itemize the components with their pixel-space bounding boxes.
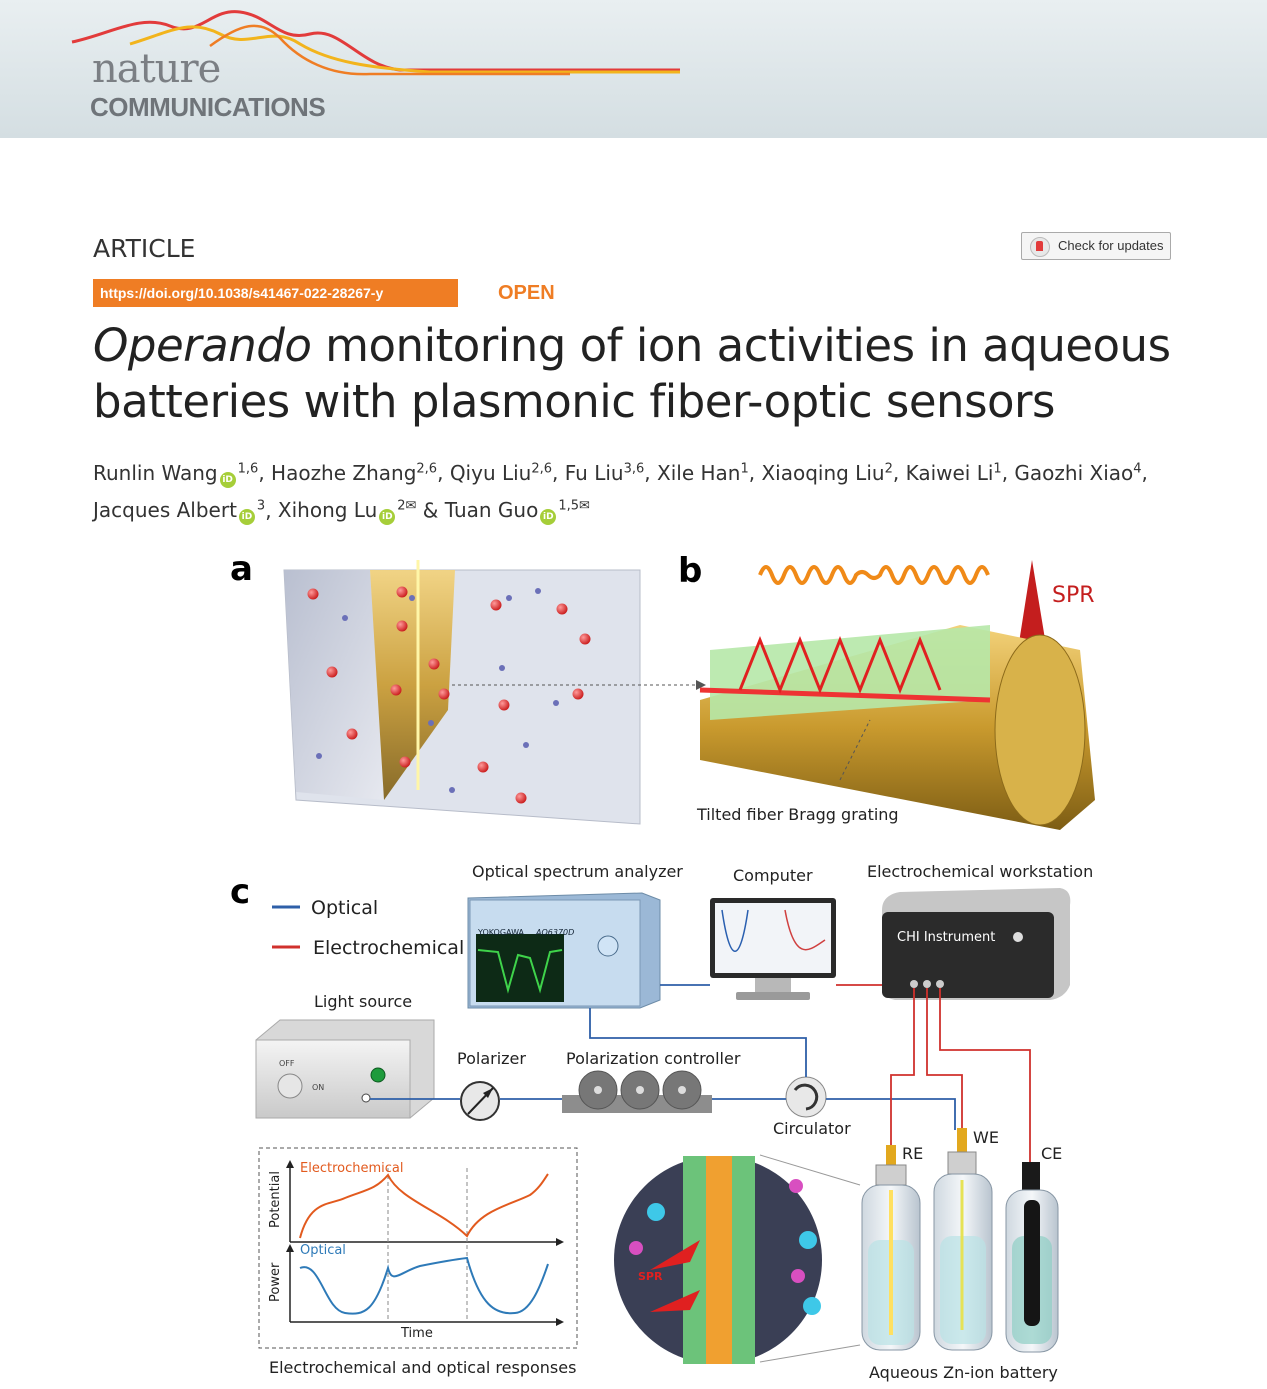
- electrochemical-curve: [300, 1174, 548, 1238]
- osa-brand: YOKOGAWA: [478, 928, 525, 937]
- we-label: WE: [973, 1128, 999, 1147]
- zn-ion: [397, 587, 408, 598]
- author-separator: ,: [552, 460, 565, 485]
- orcid-icon[interactable]: iD: [220, 472, 236, 488]
- zn-ion: [516, 793, 527, 804]
- author-name: Haozhe Zhang: [271, 460, 417, 485]
- panel-a-label: a: [230, 549, 253, 589]
- anion: [428, 720, 434, 726]
- orcid-icon[interactable]: iD: [379, 509, 395, 525]
- author-name: Runlin Wang: [93, 460, 218, 485]
- zn-ion: [347, 729, 358, 740]
- author-name: Xiaoqing Liu: [761, 460, 885, 485]
- author-affiliation: 1: [993, 461, 1002, 476]
- anion: [506, 595, 512, 601]
- plot-time-label: Time: [401, 1326, 433, 1341]
- zn-ion: [573, 689, 584, 700]
- legend-electrochemical: Electrochemical: [313, 937, 465, 959]
- zn-ion: [327, 667, 338, 678]
- battery-label: Aqueous Zn-ion battery: [869, 1363, 1058, 1382]
- zn-ion: [439, 689, 450, 700]
- anion: [449, 787, 455, 793]
- plot-electrochemical-label: Electrochemical: [300, 1161, 404, 1176]
- polarizer-label: Polarizer: [457, 1049, 526, 1068]
- responses-caption: Electrochemical and optical responses: [269, 1358, 577, 1377]
- author-affiliation: 4: [1133, 461, 1142, 476]
- author-separator: ,: [644, 460, 657, 485]
- author-affiliation: 1: [740, 461, 749, 476]
- zn-ion: [397, 621, 408, 632]
- zn-ion: [391, 685, 402, 696]
- journal-name-communications: COMMUNICATIONS: [90, 92, 326, 122]
- osa-label: Optical spectrum analyzer: [472, 862, 683, 881]
- author-name: Qiyu Liu: [449, 460, 532, 485]
- circulator-label: Circulator: [773, 1119, 851, 1138]
- circulator-device: [786, 1077, 826, 1117]
- panel-c-label: c: [230, 872, 251, 912]
- article-type: ARTICLE: [93, 234, 196, 263]
- workstation-label: Electrochemical workstation: [867, 862, 1094, 881]
- author-separator: ,: [892, 460, 906, 485]
- zn-ion: [478, 762, 489, 773]
- optical-curve: [300, 1258, 548, 1314]
- title-line2: batteries with plasmonic fiber-optic sensors: [93, 375, 1056, 428]
- re-label: RE: [902, 1144, 924, 1163]
- osa-device: [468, 893, 660, 1008]
- title-italic: Operando: [93, 319, 312, 372]
- anion: [499, 665, 505, 671]
- author-affiliation: 2,6: [531, 461, 553, 476]
- light-source-label: Light source: [314, 992, 413, 1011]
- zn-ion: [580, 634, 591, 645]
- author-name: Kaiwei Li: [905, 460, 994, 485]
- author-name: Jacques Albert: [93, 498, 237, 523]
- anion: [553, 700, 559, 706]
- zn-ion: [499, 700, 510, 711]
- author-name: Xihong Lu: [277, 498, 378, 523]
- anion: [316, 753, 322, 759]
- polarization-controller-device: [562, 1071, 712, 1113]
- electrical-connections: [836, 985, 1030, 1162]
- orcid-icon[interactable]: iD: [239, 509, 255, 525]
- author-affiliation: 1,6: [237, 461, 259, 476]
- legend-optical: Optical: [311, 897, 379, 919]
- title-line1-rest: monitoring of ion activities in aqueous: [311, 319, 1171, 372]
- anion: [409, 595, 415, 601]
- polarizer-device: [461, 1082, 499, 1120]
- orcid-icon[interactable]: iD: [540, 509, 556, 525]
- author-separator: ,: [437, 460, 450, 485]
- author-affiliation: 2,6: [416, 461, 438, 476]
- doi-link[interactable]: https://doi.org/10.1038/s41467-022-28267-y: [93, 279, 458, 307]
- inset-spr-label: SPR: [638, 1270, 663, 1283]
- zn-ion: [491, 600, 502, 611]
- zn-ion-battery: [862, 1128, 1058, 1352]
- author-separator: ,: [1141, 460, 1148, 485]
- workstation-brand: CHI Instrument: [897, 930, 996, 945]
- plot-power-label: Power: [268, 1262, 283, 1302]
- computer-label: Computer: [733, 866, 813, 885]
- spr-label: SPR: [1052, 583, 1095, 608]
- switch-off-label: OFF: [279, 1059, 295, 1068]
- check-updates-label: Check for updates: [1058, 238, 1164, 253]
- anion: [535, 588, 541, 594]
- open-access-badge: OPEN: [498, 282, 555, 304]
- panel-b-fiber-scene: [700, 560, 1095, 830]
- author-separator: ,: [258, 460, 272, 485]
- author-affiliation: 1,5✉: [558, 498, 590, 514]
- panel-b-label: b: [678, 551, 703, 591]
- author-name: Fu Liu: [564, 460, 624, 485]
- author-name: Gaozhi Xiao: [1014, 460, 1134, 485]
- zn-ion: [308, 589, 319, 600]
- author-name: Tuan Guo: [444, 498, 539, 523]
- author-name: Xile Han: [657, 460, 741, 485]
- zn-ion: [400, 757, 411, 768]
- journal-name-nature: nature: [92, 46, 221, 92]
- magnified-inset: [614, 1155, 860, 1364]
- author-affiliation: 3,6: [623, 461, 645, 476]
- anion: [523, 742, 529, 748]
- plot-optical-label: Optical: [300, 1243, 346, 1258]
- osa-model: AQ6370D: [536, 928, 575, 937]
- author-affiliation: 2: [884, 461, 893, 476]
- ce-label: CE: [1041, 1144, 1063, 1163]
- polarization-controller-label: Polarization controller: [566, 1049, 741, 1068]
- light-source-device: [256, 1020, 434, 1118]
- computer-device: [710, 898, 836, 1000]
- author-affiliation: 2✉: [397, 498, 417, 514]
- switch-on-label: ON: [312, 1083, 325, 1092]
- author-affiliation: 3: [256, 498, 266, 514]
- tfbg-label: Tilted fiber Bragg grating: [697, 805, 899, 824]
- zn-ion: [557, 604, 568, 615]
- plot-potential-label: Potential: [268, 1171, 283, 1228]
- author-separator: ,: [1001, 460, 1015, 485]
- author-separator: ,: [748, 460, 762, 485]
- author-separator: ,: [265, 498, 278, 523]
- zn-ion: [429, 659, 440, 670]
- author-separator: &: [416, 498, 445, 523]
- anion: [342, 615, 348, 621]
